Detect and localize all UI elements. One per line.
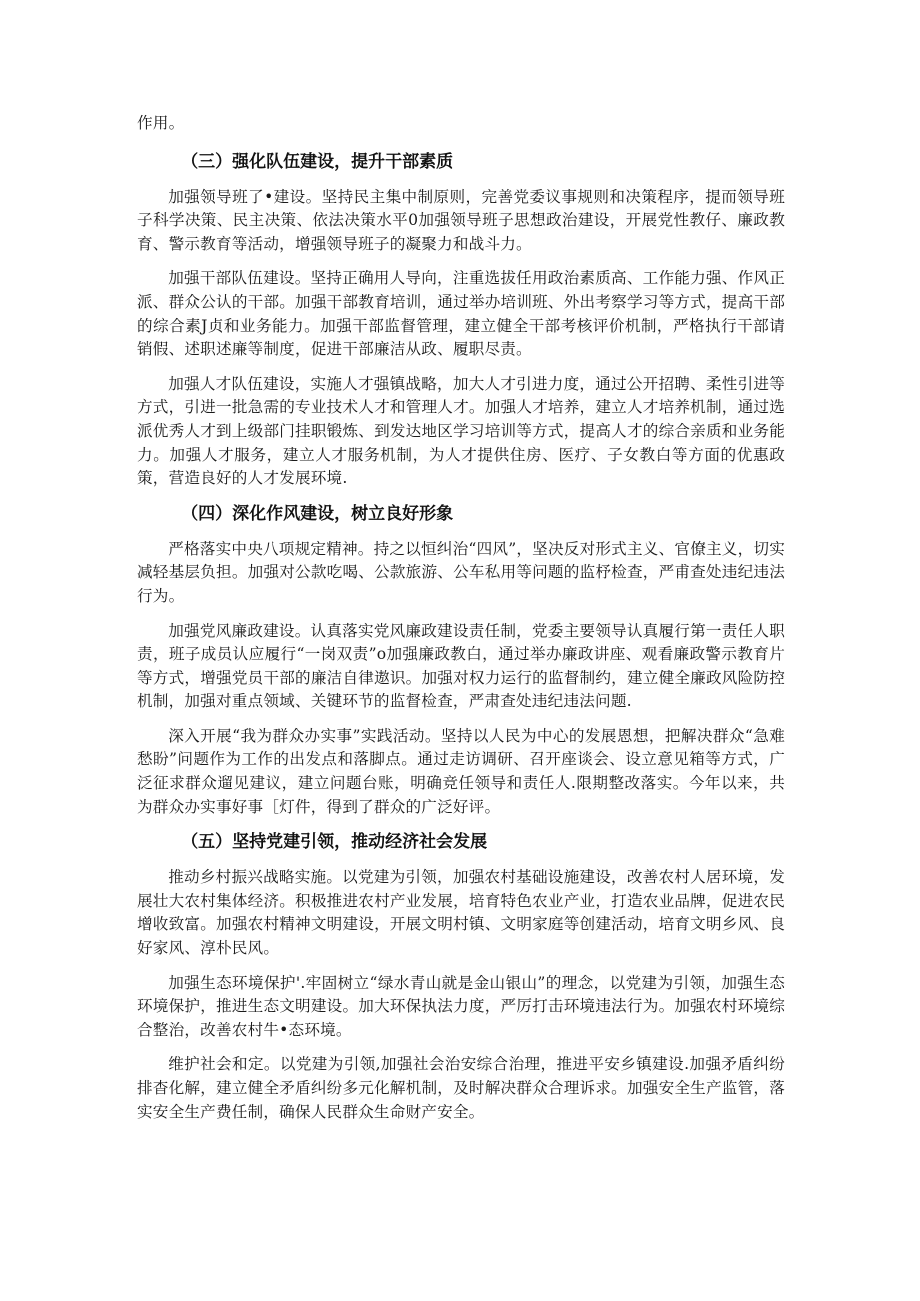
section-5-paragraph-2: 加强生态环境保护'.牢固树立“绿水青山就是金山银山”的理念，以党建为引领，加强生态环境保护，推进生态文明建设。加大环保执法力度，严厉打击环境违法行为。加强农村环境综合整治，改善农村牛•态环境。: [137, 973, 785, 1039]
section-3-paragraph-1: 加强领导班了•建设。坚持民主集中制原则，完善党委议事规则和决策程序，提而领导班子科学决策、民主决策、依法决策水平0加强领导班子思想政治建设，开展党性教仔、廉政教育、警示教育等活动，增强领导班子的凝聚力和战斗力。: [137, 187, 785, 253]
section-3-paragraph-2: 加强干部队伍建设。坚持正确用人导向，注重选拔任用政治素质高、工作能力强、作风正派、群众公认的干部。加强干部教育培训，通过举办培训班、外出考察学习等方式，提高干部的综合素J贞和业务能力。加强干部监督管理，建立健全干部考核评价机制，严格执行干部请销假、述职述廉等制度，促进干部廉洁从政、履职尽责。: [137, 269, 785, 359]
section-5-heading: （五）坚持党建引领，推动经济社会发展: [181, 832, 488, 853]
document-page: [137, 112, 785, 1135]
section-3-paragraph-3: 加强人才队伍建设，实施人才强镇战略，加大人才引进力度，通过公开招聘、柔性引进等方式，引进一批急需的专业技术人才和管理人才。加强人才培养，建立人才培养机制，通过选派优秀人才到上级部门挂职锻炼、到发达地区学习培训等方式，提高人才的综合亲质和业务能力。加强人才服务，建立人才服务机制，为人才提供住房、医疗、子女教白等方面的优惠政策，营造良好的人才发展环境.: [137, 374, 785, 488]
section-5-paragraph-1: 推动乡村振兴战略实施。以党建为引领，加强农村基础设施建设，改善农村人居环境，发展壮大农村集体经济。积极推进农村产业发展，培育特色农业产业，打造农业品牌，促进农民增收致富。加强农村精神文明建设，开展文明村镇、文明家庭等创建活动，培育文明乡风、良好家风、淳朴民风。: [137, 868, 785, 958]
section-3: [137, 150, 785, 491]
section-5: [137, 830, 785, 1124]
section-4-paragraph-3: 深入开展“我为群众办实事”实践活动。坚持以人民为中心的发展恩想，把解决群众“急难愁盼”问题作为工作的出发点和落脚点。通过走访调研、召开座谈会、设立意见箱等方式，广泛征求群众遛见建议，建立问题台账，明确竞任领导和责任人.限期整改落实。今年以来，共为群众办实事好事［灯件，得到了群众的广泛好评。: [137, 726, 785, 816]
section-4: [137, 502, 785, 820]
section-3-heading: （三）强化队伍建设，提升干部素质: [181, 151, 454, 172]
intro-text: 作用。: [137, 114, 185, 132]
section-4-paragraph-1: 严格落实中央八项规定精神。持之以恒纠治“四风”，坚决反对形式主义、官僚主义，切实减轻基层负担。加强对公款吃喝、公款旅游、公车私用等问题的监杼检查，严甫查处违纪违法行为。: [137, 539, 785, 605]
section-4-heading: （四）深化作风建设，树立良好形象: [181, 503, 454, 524]
section-5-paragraph-3: 维护社会和定。以党建为引领,加强社会治安综合治理，推进平安乡镇建设.加强矛盾纠纷排杳化解，建立健全矛盾纠纷多元化解机制，及时解决群众合理诉求。加强安全生产监管，落实安全生产费任制，确保人民群众生命财产安全。: [137, 1055, 785, 1121]
section-4-paragraph-2: 加强党风廉政建设。认真落实党风廉政建设责任制，党委主要领导认真履行第一责任人职责，班子成员认应履行“一岗双责”o加强廉政教白，通过举办廉政讲座、观看廉政警示教育片等方式，增强党员干部的廉洁自律遨识。加强对权力运行的监督制约，建立健全廉政风险防控机制，加强对重点领域、关键环节的监督检查，严肃查处违纪违法问题.: [137, 621, 785, 711]
